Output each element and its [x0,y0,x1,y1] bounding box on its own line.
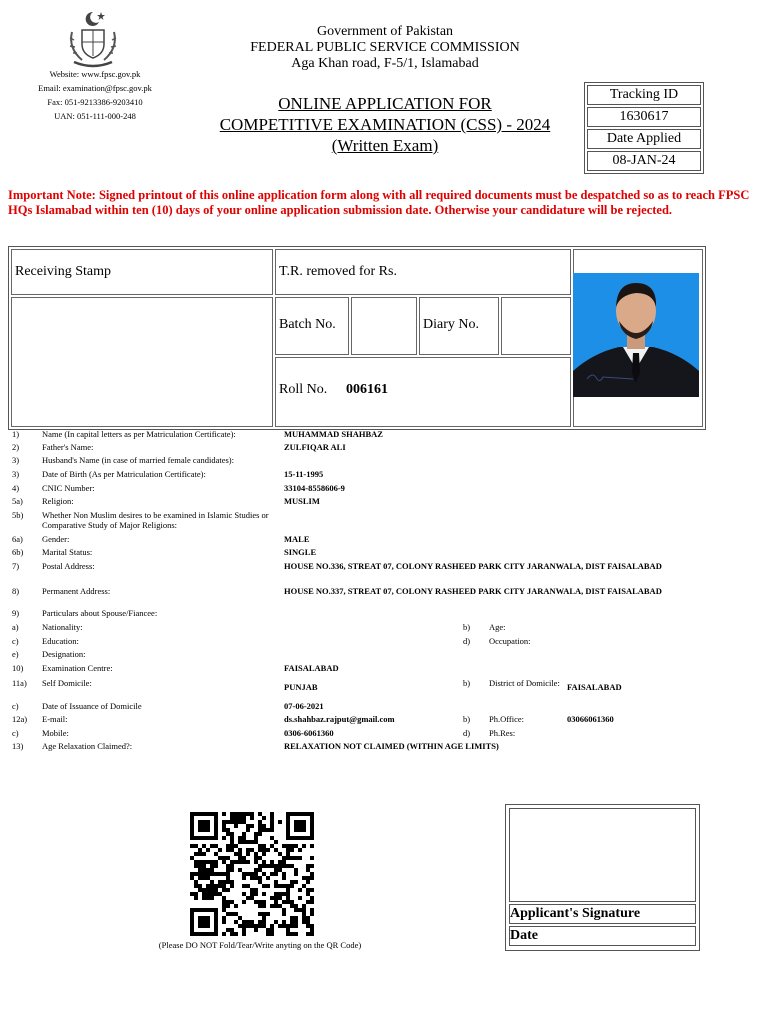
field-value: SINGLE [284,547,317,557]
field-number: b) [463,714,471,724]
field-label: Nationality: [42,622,83,632]
field-value: 07-06-2021 [284,701,324,711]
field-number: 6a) [12,534,23,544]
field-number: 5a) [12,496,23,506]
field-value: MALE [284,534,310,544]
website-text: Website: www.fpsc.gov.pk [49,69,141,79]
field-label: Postal Address: [42,561,95,571]
field-label: Occupation: [489,636,531,646]
field-number: 13) [12,741,24,751]
uan-text: UAN: 051-111-000-248 [54,111,136,121]
email-text: Email: examination@fpsc.gov.pk [38,83,152,93]
field-number: 2) [12,442,20,452]
field-label: Examination Centre: [42,663,113,673]
field-label: Marital Status: [42,547,93,557]
field-label: District of Domicile: [489,678,560,688]
tr-removed-cell: T.R. removed for Rs. [275,249,571,295]
field-value: 03066061360 [567,714,614,724]
field-label: Gender: [42,534,70,544]
field-value: FAISALABAD [284,663,339,673]
diary-value-cell [501,297,571,355]
batch-value-cell [351,297,417,355]
government-emblem-icon [64,8,122,70]
field-number: b) [463,678,471,688]
field-number: b) [463,622,471,632]
tracking-box [584,82,704,174]
field-number: 5b) [12,510,24,520]
roll-number-value: 006161 [346,382,388,397]
field-label: Ph.Office: [489,714,525,724]
date-label: Date [509,926,696,946]
diary-label-cell: Diary No. [419,297,499,355]
form-title-line3: (Written Exam) [331,136,439,155]
field-number: 4) [12,483,20,493]
field-value: RELAXATION NOT CLAIMED (WITHIN AGE LIMITS) [284,741,499,751]
field-value: 0306-6061360 [284,728,334,738]
field-number: c) [12,701,19,711]
field-number: c) [12,636,19,646]
field-label: CNIC Number: [42,483,95,493]
signature-area [509,808,696,902]
field-value: PUNJAB [284,682,318,692]
field-label: Self Domicile: [42,678,92,688]
field-label: Date of Birth (As per Matriculation Certificate): [42,469,206,479]
field-number: 6b) [12,547,24,557]
field-number: 3) [12,455,20,465]
field-number: 1) [12,429,20,439]
field-number: 12a) [12,714,28,724]
field-label: Education: [42,636,79,646]
field-label: Ph.Res: [489,728,516,738]
stamp-area-cell [11,297,273,427]
field-label: Husband's Name (in case of married female candidates): [42,455,234,465]
field-label: Name (In capital letters as per Matriculation Certificate): [42,429,236,439]
field-value: MUHAMMAD SHAHBAZ [284,429,383,439]
field-number: d) [463,636,471,646]
qr-code [190,812,314,936]
date-applied-value: 08-JAN-24 [587,151,701,171]
field-number: d) [463,728,471,738]
receiving-stamp-cell: Receiving Stamp [11,249,273,295]
field-label: Date of Issuance of Domicile [42,701,142,711]
field-label: E-mail: [42,714,68,724]
signature-label: Applicant's Signature [509,904,696,924]
field-value: ds.shahbaz.rajput@gmail.com [284,714,395,724]
roll-number-cell: Roll No. 006161 [275,357,571,427]
field-number: c) [12,728,19,738]
field-number: 9) [12,608,20,618]
field-number: 11a) [12,678,27,688]
field-value: 15-11-1995 [284,469,324,479]
field-number: e) [12,649,19,659]
field-label: Father's Name: [42,442,94,452]
tracking-id-label: Tracking ID [587,85,701,105]
field-value: HOUSE NO.337, STREAT 07, COLONY RASHEED PARK CITY JARANWALA, DIST FAISALABAD [284,586,662,596]
field-label: Particulars about Spouse/Fiancee: [42,608,158,618]
commission-heading: FEDERAL PUBLIC SERVICE COMMISSION [250,40,520,55]
field-label: Age: [489,622,506,632]
qr-warning-text: (Please DO NOT Fold/Tear/Write anyting on the QR Code) [158,940,362,950]
field-value: ZULFIQAR ALI [284,442,346,452]
field-number: 10) [12,663,24,673]
address-heading: Aga Khan road, F-5/1, Islamabad [291,56,479,71]
field-label: Permanent Address: [42,586,111,596]
applicant-photo [573,273,699,397]
field-value: HOUSE NO.336, STREAT 07, COLONY RASHEED PARK CITY JARANWALA, DIST FAISALABAD [284,561,662,571]
form-title-line1: ONLINE APPLICATION FOR [278,94,492,113]
important-note: Important Note: Signed printout of this online application form along with all required documents must be despatched so as to reach FPSC HQs Islamabad within ten (10) days of your online application submission date. Otherwise your candidature will be rejected. [8,188,750,217]
fax-text: Fax: 051-9213386-9203410 [47,97,143,107]
field-label: Mobile: [42,728,69,738]
field-number: 8) [12,586,20,596]
field-label: Designation: [42,649,86,659]
field-label: Whether Non Muslim desires to be examined in Islamic Studies or Comparative Study of Major Religions: [42,510,269,530]
government-heading: Government of Pakistan [316,24,454,39]
field-value: 33104-8558606-9 [284,483,345,493]
tracking-id-value: 1630617 [587,107,701,127]
field-number: 3) [12,469,20,479]
field-number: a) [12,622,19,632]
field-value: MUSLIM [284,496,320,506]
field-value: FAISALABAD [567,682,622,692]
field-label: Religion: [42,496,74,506]
field-label: Age Relaxation Claimed?: [42,741,133,751]
date-applied-label: Date Applied [587,129,701,149]
batch-label-cell: Batch No. [275,297,349,355]
field-number: 7) [12,561,20,571]
form-title-line2: COMPETITIVE EXAMINATION (CSS) - 2024 [219,115,551,134]
signature-box [505,804,700,951]
